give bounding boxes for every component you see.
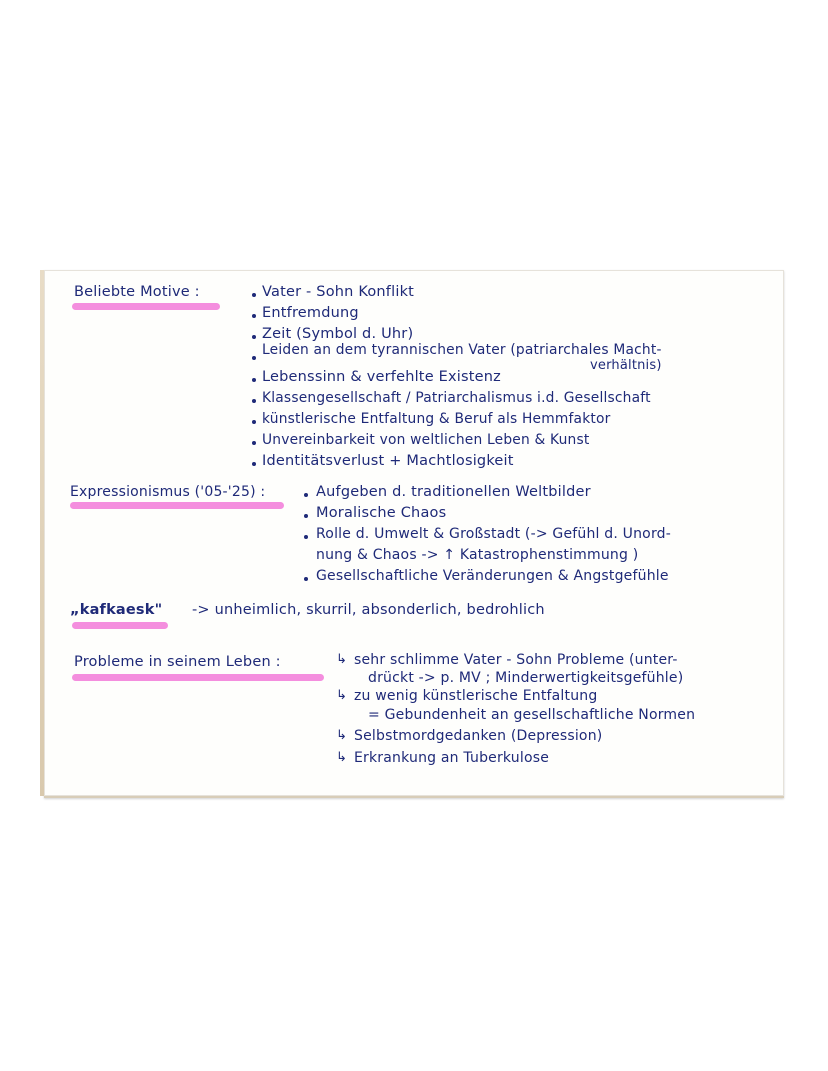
bullet-icon [304, 535, 308, 539]
motive-item: Entfremdung [262, 305, 359, 321]
motive-item: Zeit (Symbol d. Uhr) [262, 326, 414, 342]
motive-item: Identitätsverlust + Machtlosigkeit [262, 453, 514, 469]
highlight-expressionismus [70, 502, 284, 509]
arrow-icon: ↳ [336, 750, 347, 765]
bullet-icon [304, 493, 308, 497]
expressionismus-item-continuation: nung & Chaos -> ↑ Katastrophenstimmung ) [316, 547, 639, 563]
bullet-icon [252, 378, 256, 382]
probleme-item: sehr schlimme Vater - Sohn Probleme (unter- [354, 652, 678, 668]
highlight-beliebte-motive [72, 303, 220, 310]
bullet-icon [252, 420, 256, 424]
expressionismus-item: Rolle d. Umwelt & Großstadt (-> Gefühl d. Unord- [316, 526, 671, 542]
heading-probleme: Probleme in seinem Leben : [74, 654, 281, 670]
heading-expressionismus: Expressionismus ('05-'25) : [70, 484, 266, 500]
bullet-icon [304, 577, 308, 581]
motive-item: Lebenssinn & verfehlte Existenz [262, 369, 501, 385]
probleme-item-continuation: = Gebundenheit an gesellschaftliche Normen [368, 707, 696, 723]
kafkaesk-definition: -> unheimlich, skurril, absonderlich, bedrohlich [192, 602, 545, 618]
arrow-icon: ↳ [336, 652, 347, 667]
heading-beliebte-motive: Beliebte Motive : [74, 284, 200, 300]
bullet-icon [252, 462, 256, 466]
bullet-icon [252, 335, 256, 339]
bullet-icon [252, 399, 256, 403]
motive-item: Leiden an dem tyrannischen Vater (patriarchales Macht- [262, 342, 662, 358]
expressionismus-item: Moralische Chaos [316, 505, 447, 521]
bullet-icon [304, 514, 308, 518]
probleme-item: Erkrankung an Tuberkulose [354, 750, 550, 766]
heading-kafkaesk: „kafkaesk" [70, 602, 163, 618]
bullet-icon [252, 441, 256, 445]
motive-item: künstlerische Entfaltung & Beruf als Hemmfaktor [262, 411, 611, 427]
bullet-icon [252, 356, 256, 360]
probleme-item-continuation: drückt -> p. MV ; Minderwertigkeitsgefühle) [368, 670, 684, 686]
motive-item: Klassengesellschaft / Patriarchalismus i.d. Gesellschaft [262, 390, 651, 406]
highlight-kafkaesk [72, 622, 168, 629]
expressionismus-item: Aufgeben d. traditionellen Weltbilder [316, 484, 591, 500]
bullet-icon [252, 293, 256, 297]
motive-item: Unvereinbarkeit von weltlichen Leben & Kunst [262, 432, 590, 448]
probleme-item: zu wenig künstlerische Entfaltung [354, 688, 598, 704]
expressionismus-item: Gesellschaftliche Veränderungen & Angstgefühle [316, 568, 669, 584]
arrow-icon: ↳ [336, 728, 347, 743]
highlight-probleme [72, 674, 324, 681]
motive-item-continuation: verhältnis) [590, 358, 662, 373]
probleme-item: Selbstmordgedanken (Depression) [354, 728, 603, 744]
note-card [44, 270, 784, 798]
arrow-icon: ↳ [336, 688, 347, 703]
bullet-icon [252, 314, 256, 318]
motive-item: Vater - Sohn Konflikt [262, 284, 415, 300]
